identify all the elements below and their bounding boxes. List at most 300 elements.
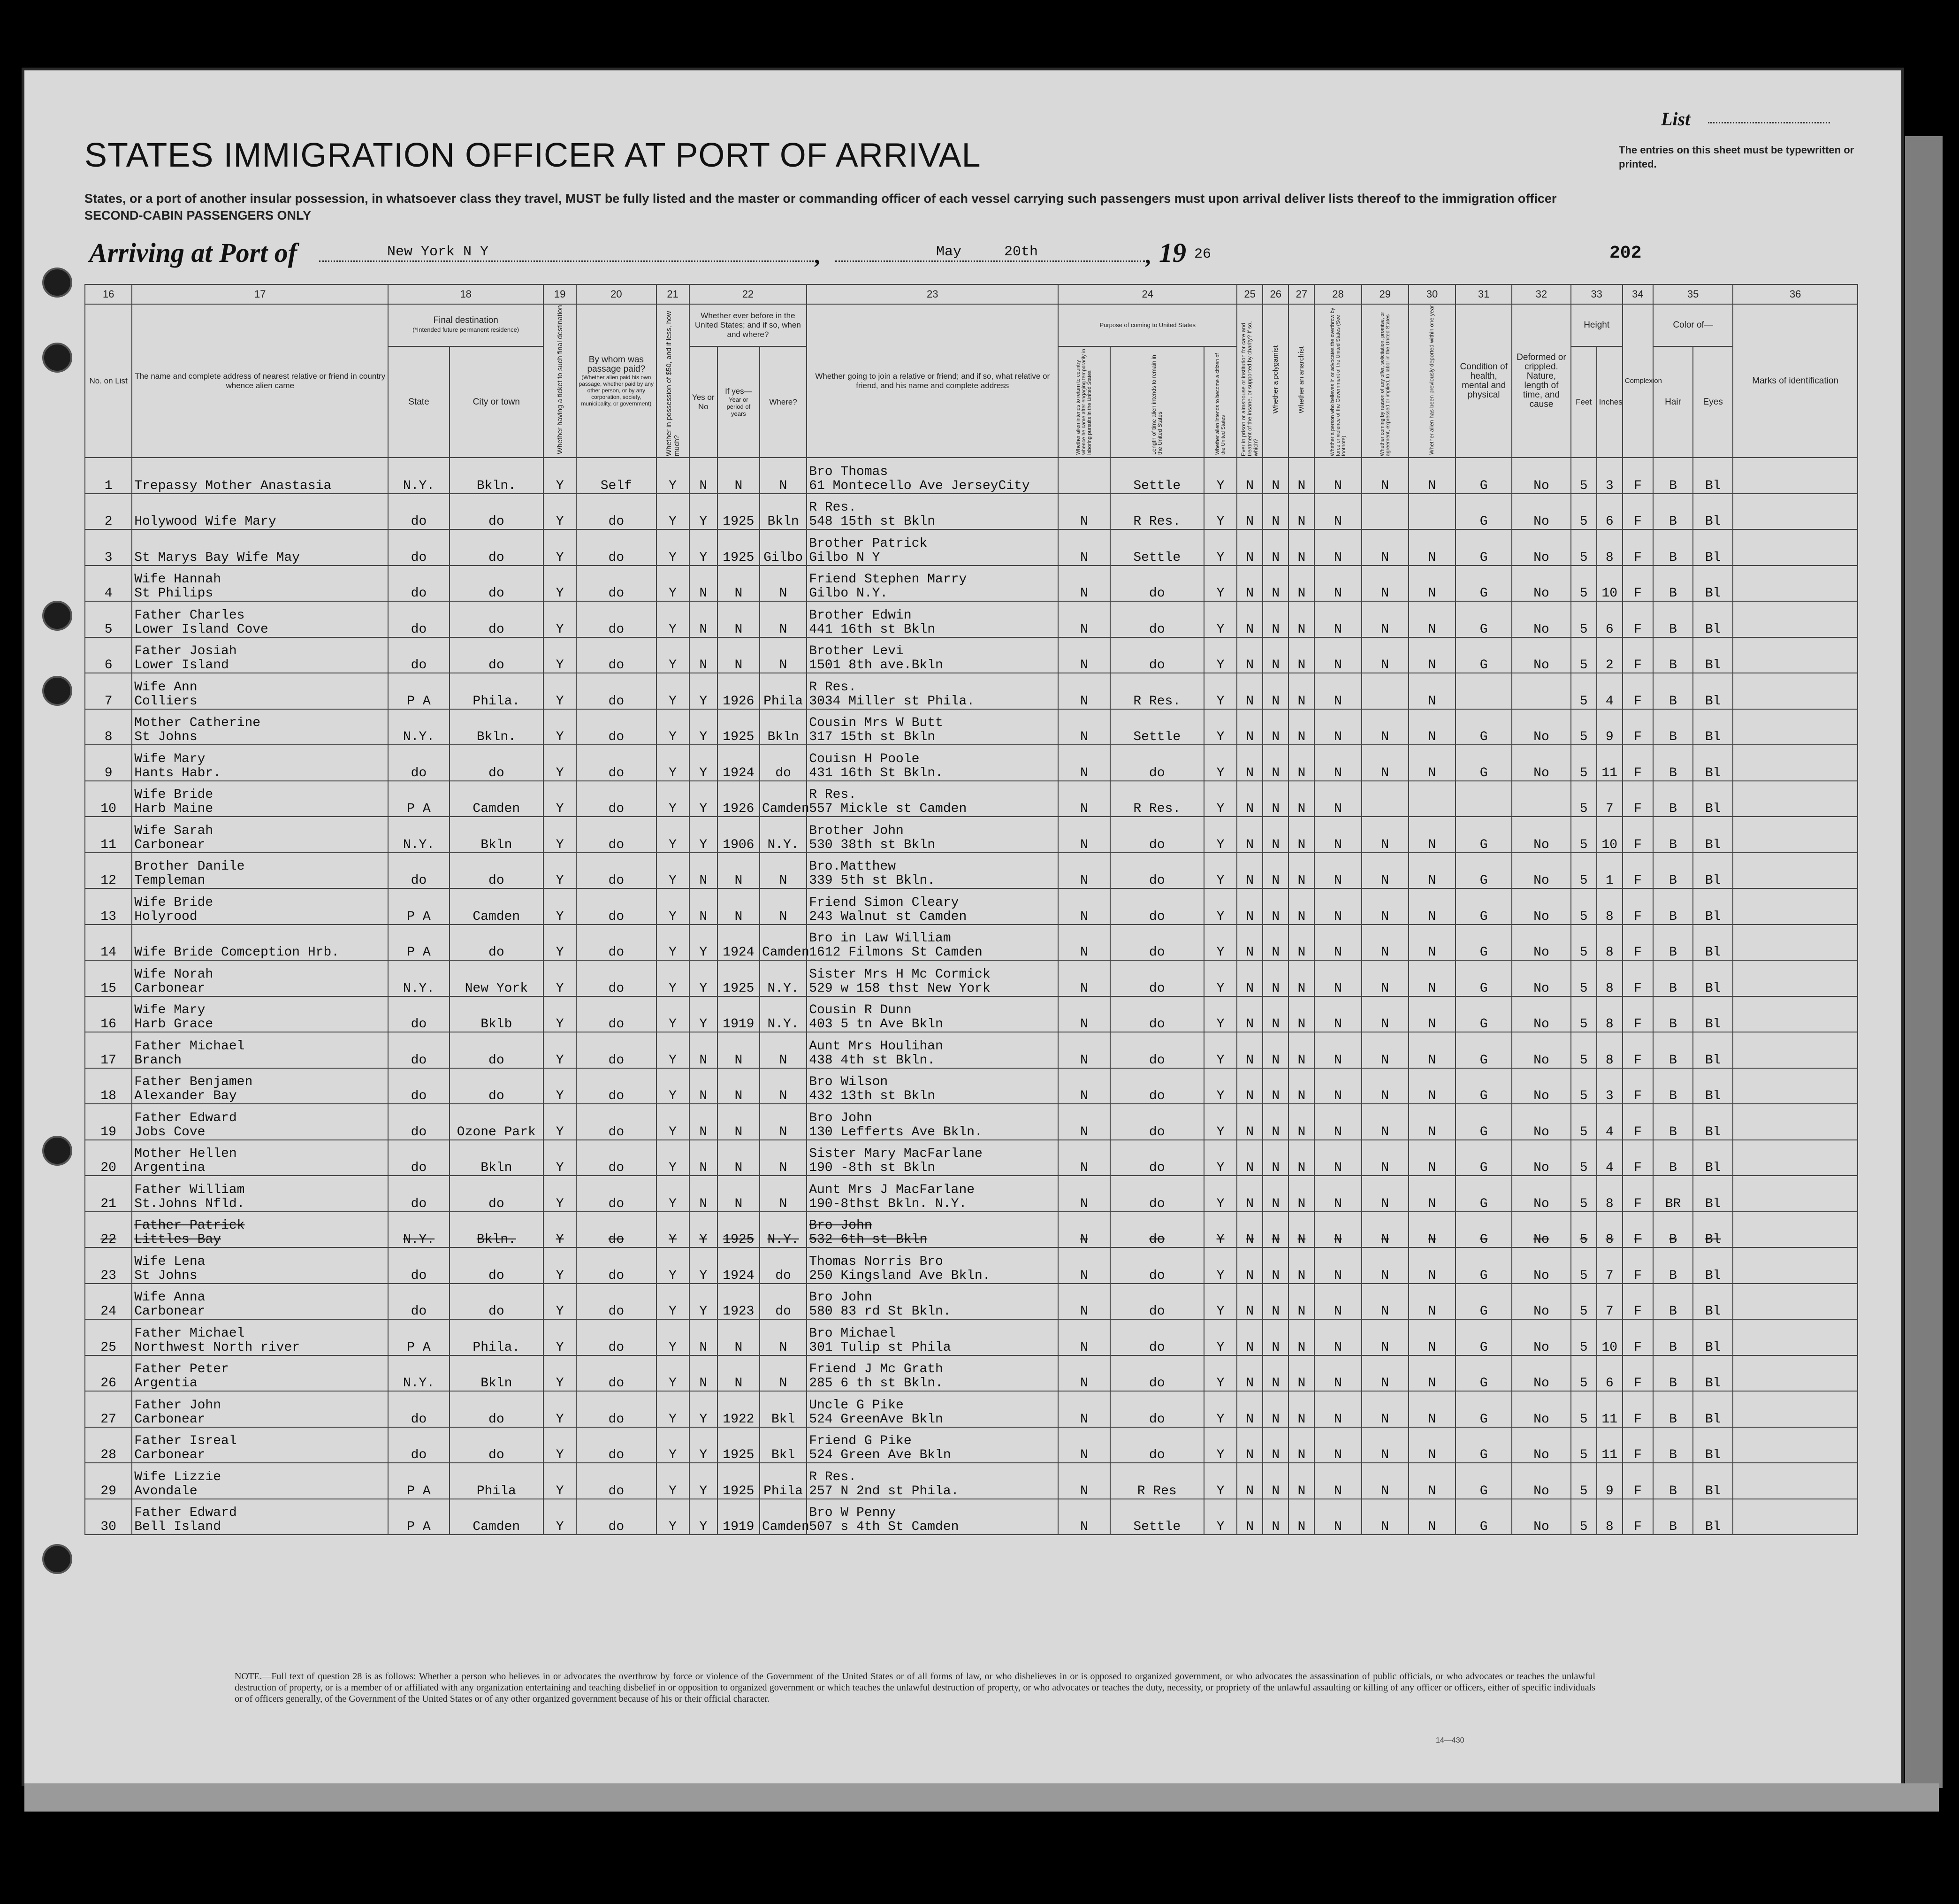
cell-eyes: Bl: [1693, 1319, 1733, 1355]
cell-d50: Y: [656, 1176, 689, 1212]
cell-pa: N: [1058, 960, 1110, 996]
cell-c26: N: [1263, 1463, 1288, 1499]
cell-c30: N: [1409, 529, 1456, 566]
cell-rel: [132, 925, 388, 961]
cell-paid: do: [576, 925, 656, 961]
cell-pb: do: [1110, 925, 1204, 961]
cell-c30: N: [1409, 1032, 1456, 1068]
header-polygamist: [1263, 304, 1288, 458]
cell-d50: Y: [656, 960, 689, 996]
join-line-2: 530 38th st Bkln: [809, 837, 936, 852]
cell-pc: Y: [1204, 1427, 1237, 1463]
rel-line-1: Mother Hellen: [134, 1147, 237, 1161]
cell-join: [807, 996, 1058, 1032]
cell-yr: 1923: [717, 1284, 760, 1320]
cell-c32: No: [1512, 960, 1570, 996]
cell-hair: B: [1653, 1140, 1693, 1176]
cell-pa: N: [1058, 1247, 1110, 1284]
cell-no: 19: [85, 1104, 132, 1140]
cell-rel: [132, 601, 388, 637]
cell-pb: R Res: [1110, 1463, 1204, 1499]
cell-pa: N: [1058, 1212, 1110, 1248]
cell-cplx: F: [1623, 1140, 1653, 1176]
cell-marks: [1733, 1463, 1858, 1499]
cell-hair: B: [1653, 1463, 1693, 1499]
cell-marks: [1733, 1427, 1858, 1463]
cell-city: do: [450, 745, 543, 781]
cell-c30: N: [1409, 673, 1456, 709]
cell-c25: N: [1237, 1499, 1263, 1535]
join-line-2: Gilbo N.Y.: [809, 586, 888, 601]
cell-c27: N: [1288, 817, 1314, 853]
cell-paid: do: [576, 1247, 656, 1284]
col-number: 25: [1237, 284, 1263, 304]
cell-pc: Y: [1204, 673, 1237, 709]
cell-rel: [132, 1355, 388, 1392]
cell-marks: [1733, 494, 1858, 530]
cell-inch: 8: [1597, 1212, 1623, 1248]
cell-ft: 5: [1571, 817, 1597, 853]
cell-marks: [1733, 709, 1858, 745]
cell-pb: do: [1110, 1427, 1204, 1463]
cell-c26: N: [1263, 1499, 1288, 1535]
cell-d50: Y: [656, 888, 689, 925]
cell-d50: Y: [656, 1355, 689, 1392]
cell-hair: B: [1653, 709, 1693, 745]
cell-inch: 9: [1597, 1463, 1623, 1499]
header-contract-labor: [1362, 304, 1409, 458]
cell-rel: [132, 1499, 388, 1535]
cell-c25: N: [1237, 1355, 1263, 1392]
cell-join: [807, 1391, 1058, 1427]
cell-d50: Y: [656, 1032, 689, 1068]
rel-line-2: St.Johns Nfld.: [134, 1196, 245, 1211]
table-row: [85, 1391, 1858, 1427]
cell-yr: N: [717, 637, 760, 673]
cell-marks: [1733, 1140, 1858, 1176]
cell-join: [807, 1212, 1058, 1248]
cell-pa: [1058, 458, 1110, 494]
cell-ft: 5: [1571, 1247, 1597, 1284]
cell-ticket: Y: [543, 1032, 576, 1068]
cell-c26: N: [1263, 566, 1288, 602]
join-line-1: Brother Levi: [809, 644, 904, 658]
page-number: 202: [1609, 243, 1642, 263]
header-complexion: Complexion: [1623, 304, 1653, 458]
cell-yr: 1925: [717, 1212, 760, 1248]
cell-c31: G: [1456, 494, 1512, 530]
cell-c25: N: [1237, 996, 1263, 1032]
cell-c28: N: [1314, 1391, 1361, 1427]
possession-50-label: Whether in possession of $50, and if less, how much?: [664, 311, 681, 456]
cell-c28: N: [1314, 1355, 1361, 1392]
rel-line-1: Father Michael: [134, 1039, 245, 1054]
cell-c27: N: [1288, 745, 1314, 781]
cell-c28: N: [1314, 601, 1361, 637]
cell-join: [807, 494, 1058, 530]
cell-c30: N: [1409, 817, 1456, 853]
cell-paid: do: [576, 888, 656, 925]
cell-cplx: F: [1623, 888, 1653, 925]
cell-join: [807, 960, 1058, 996]
cell-ft: 5: [1571, 1284, 1597, 1320]
cell-ticket: Y: [543, 1284, 576, 1320]
cell-before: N: [689, 1176, 717, 1212]
cell-where: N: [760, 458, 807, 494]
cell-join: [807, 1463, 1058, 1499]
header-inches: Inches: [1597, 346, 1623, 458]
binder-hole: [42, 676, 72, 706]
rel-line-2: Carbonear: [134, 1448, 206, 1462]
cell-join: [807, 458, 1058, 494]
header-possession-50: [656, 304, 689, 458]
cell-c28: N: [1314, 996, 1361, 1032]
port-line: [319, 260, 816, 262]
header-deformed: Deformed or crippled. Nature, length of time, and cause: [1512, 304, 1570, 458]
cell-where: N.Y.: [760, 1212, 807, 1248]
cell-eyes: Bl: [1693, 1068, 1733, 1104]
rel-line-1: Wife Ann: [134, 680, 198, 695]
cell-yr: 1925: [717, 709, 760, 745]
cell-c26: N: [1263, 1104, 1288, 1140]
cell-pc: Y: [1204, 781, 1237, 817]
join-line-2: 339 5th st Bkln.: [809, 873, 936, 888]
header-state: State: [388, 346, 449, 458]
cell-cplx: F: [1623, 458, 1653, 494]
cell-c32: No: [1512, 1499, 1570, 1535]
cell-hair: B: [1653, 458, 1693, 494]
rel-line-2: Colliers: [134, 694, 198, 709]
month-value: May: [936, 244, 962, 260]
table-row: [85, 1032, 1858, 1068]
cell-where: Phila: [760, 673, 807, 709]
cell-pc: Y: [1204, 1032, 1237, 1068]
table-row: [85, 1284, 1858, 1320]
rel-line-1: Mother Catherine: [134, 716, 261, 730]
header-final-destination: [388, 304, 543, 346]
cell-join: [807, 1140, 1058, 1176]
cell-d50: Y: [656, 1499, 689, 1535]
join-line-1: Thomas Norris Bro: [809, 1254, 943, 1269]
join-line-1: Friend J Mc Grath: [809, 1362, 943, 1376]
header-year-period: [717, 346, 760, 458]
cell-ticket: Y: [543, 709, 576, 745]
cell-pb: do: [1110, 637, 1204, 673]
form-subtitle: [84, 190, 1586, 224]
cell-where: N: [760, 566, 807, 602]
cell-city: Camden: [450, 888, 543, 925]
rel-line-2: Littles Bay: [134, 1232, 221, 1247]
cell-before: Y: [689, 494, 717, 530]
join-line-1: Bro W Penny: [809, 1506, 896, 1520]
cell-rel: [132, 853, 388, 889]
cell-ticket: Y: [543, 817, 576, 853]
cell-c25: N: [1237, 1247, 1263, 1284]
cell-marks: [1733, 1032, 1858, 1068]
cell-c32: No: [1512, 1427, 1570, 1463]
table-row: [85, 637, 1858, 673]
cell-cplx: F: [1623, 817, 1653, 853]
prison-label: Ever in prison or almshouse or institution for care and treatment of the insane, or supported by charity? If so, which?: [1240, 321, 1259, 456]
cell-ft: 5: [1571, 1104, 1597, 1140]
cell-eyes: Bl: [1693, 637, 1733, 673]
cell-ft: 5: [1571, 1176, 1597, 1212]
cell-cplx: F: [1623, 1391, 1653, 1427]
column-number-row: [85, 284, 1858, 304]
cell-inch: 8: [1597, 996, 1623, 1032]
rel-line-2: Templeman: [134, 873, 206, 888]
cell-marks: [1733, 566, 1858, 602]
cell-pa: N: [1058, 745, 1110, 781]
cell-hair: B: [1653, 637, 1693, 673]
cell-c26: N: [1263, 1391, 1288, 1427]
cell-state: do: [388, 1247, 449, 1284]
cell-paid: do: [576, 1212, 656, 1248]
cell-paid: do: [576, 1427, 656, 1463]
cell-join: [807, 888, 1058, 925]
cell-ft: 5: [1571, 529, 1597, 566]
cell-yr: 1919: [717, 996, 760, 1032]
cell-c28: N: [1314, 1032, 1361, 1068]
cell-cplx: F: [1623, 601, 1653, 637]
cell-c27: N: [1288, 673, 1314, 709]
cell-eyes: Bl: [1693, 494, 1733, 530]
cell-c32: No: [1512, 1463, 1570, 1499]
cell-city: Bkln.: [450, 1212, 543, 1248]
list-label: List: [1661, 108, 1691, 130]
cell-city: do: [450, 529, 543, 566]
cell-c29: N: [1362, 458, 1409, 494]
cell-cplx: F: [1623, 566, 1653, 602]
col-number: 27: [1288, 284, 1314, 304]
cell-state: do: [388, 996, 449, 1032]
table-row: [85, 458, 1858, 494]
cell-d50: Y: [656, 566, 689, 602]
passage-paid-note: (Whether alien paid his own passage, whether paid by any other person, or by any corporation, society, municipality, or government): [579, 374, 654, 407]
cell-yr: N: [717, 1140, 760, 1176]
cell-cplx: F: [1623, 673, 1653, 709]
cell-no: 12: [85, 853, 132, 889]
comma: ,: [1145, 242, 1151, 268]
cell-where: Camden: [760, 1499, 807, 1535]
cell-ft: 5: [1571, 566, 1597, 602]
cell-pb: Settle: [1110, 529, 1204, 566]
table-row: [85, 960, 1858, 996]
cell-where: N: [760, 888, 807, 925]
table-row: [85, 817, 1858, 853]
cell-c32: No: [1512, 1319, 1570, 1355]
table-row: [85, 1212, 1858, 1248]
cell-d50: Y: [656, 925, 689, 961]
cell-c32: No: [1512, 745, 1570, 781]
header-overthrow: [1314, 304, 1361, 458]
cell-c30: N: [1409, 637, 1456, 673]
cell-c29: N: [1362, 1319, 1409, 1355]
cell-yr: 1919: [717, 1499, 760, 1535]
cell-inch: 8: [1597, 1032, 1623, 1068]
cell-hair: B: [1653, 1284, 1693, 1320]
cell-c29: [1362, 673, 1409, 709]
cell-c32: No: [1512, 888, 1570, 925]
cell-marks: [1733, 888, 1858, 925]
join-line-2: 317 15th st Bkln: [809, 730, 936, 744]
cell-pb: do: [1110, 1319, 1204, 1355]
day-value: 20th: [1004, 244, 1038, 260]
cell-c29: N: [1362, 566, 1409, 602]
cell-yr: 1926: [717, 781, 760, 817]
cell-cplx: F: [1623, 1319, 1653, 1355]
join-line-1: Bro John: [809, 1290, 872, 1305]
cell-c27: N: [1288, 996, 1314, 1032]
cell-c27: N: [1288, 566, 1314, 602]
cell-c30: [1409, 781, 1456, 817]
rel-line-2: Branch: [134, 1053, 182, 1068]
cell-join: [807, 1427, 1058, 1463]
join-line-1: Friend G Pike: [809, 1434, 912, 1448]
cell-c31: G: [1456, 1176, 1512, 1212]
cell-eyes: Bl: [1693, 1212, 1733, 1248]
cell-inch: 7: [1597, 1247, 1623, 1284]
join-line-2: 524 Green Ave Bkln: [809, 1448, 951, 1462]
cell-ft: 5: [1571, 1032, 1597, 1068]
cell-ticket: Y: [543, 1140, 576, 1176]
cell-state: N.Y.: [388, 458, 449, 494]
cell-hair: B: [1653, 1247, 1693, 1284]
table-row: [85, 1104, 1858, 1140]
cell-c25: N: [1237, 925, 1263, 961]
cell-c26: N: [1263, 494, 1288, 530]
cell-c29: N: [1362, 1176, 1409, 1212]
cell-pc: Y: [1204, 853, 1237, 889]
cell-hair: B: [1653, 996, 1693, 1032]
cell-inch: 1: [1597, 853, 1623, 889]
cell-where: do: [760, 745, 807, 781]
cell-c32: No: [1512, 637, 1570, 673]
cell-state: do: [388, 637, 449, 673]
cell-city: Bkln: [450, 1355, 543, 1392]
join-line-2: 580 83 rd St Bkln.: [809, 1304, 951, 1319]
join-line-1: R Res.: [809, 1469, 857, 1484]
cell-c25: N: [1237, 673, 1263, 709]
header-prison: [1237, 304, 1263, 458]
cell-state: P A: [388, 673, 449, 709]
cell-c26: N: [1263, 1284, 1288, 1320]
cell-before: N: [689, 1355, 717, 1392]
cell-no: 21: [85, 1176, 132, 1212]
cell-c26: N: [1263, 781, 1288, 817]
cell-ticket: Y: [543, 1176, 576, 1212]
cell-join: [807, 1176, 1058, 1212]
cell-c25: N: [1237, 709, 1263, 745]
cell-pa: N: [1058, 529, 1110, 566]
join-line-2: 250 Kingsland Ave Bkln.: [809, 1268, 991, 1283]
page-edge-bottom: [24, 1783, 1939, 1812]
cell-yr: N: [717, 1176, 760, 1212]
cell-no: 16: [85, 996, 132, 1032]
cell-before: N: [689, 1104, 717, 1140]
cell-rel: [132, 1319, 388, 1355]
cell-where: Camden: [760, 925, 807, 961]
cell-before: N: [689, 888, 717, 925]
cell-eyes: Bl: [1693, 566, 1733, 602]
cell-pc: Y: [1204, 601, 1237, 637]
cell-city: Bkln: [450, 817, 543, 853]
cell-c30: N: [1409, 458, 1456, 494]
cell-c29: N: [1362, 745, 1409, 781]
table-row: [85, 1176, 1858, 1212]
rel-line-1: Father Michael: [134, 1326, 245, 1341]
cell-ticket: Y: [543, 1104, 576, 1140]
cell-c27: N: [1288, 1104, 1314, 1140]
cell-c26: N: [1263, 853, 1288, 889]
cell-eyes: Bl: [1693, 1427, 1733, 1463]
cell-ticket: Y: [543, 458, 576, 494]
cell-pa: N: [1058, 673, 1110, 709]
cell-ticket: Y: [543, 745, 576, 781]
comma: ,: [814, 242, 820, 268]
cell-pa: N: [1058, 601, 1110, 637]
cell-paid: do: [576, 494, 656, 530]
cell-ft: 5: [1571, 1355, 1597, 1392]
cell-pc: Y: [1204, 1391, 1237, 1427]
join-line-1: Bro in Law William: [809, 931, 951, 946]
cell-ticket: Y: [543, 996, 576, 1032]
cell-d50: Y: [656, 1212, 689, 1248]
cell-state: N.Y.: [388, 1212, 449, 1248]
cell-before: N: [689, 601, 717, 637]
header-height: Height: [1571, 304, 1623, 346]
cell-c29: N: [1362, 817, 1409, 853]
cell-hair: B: [1653, 1499, 1693, 1535]
year-period-label: Year or period of years: [726, 396, 751, 417]
cell-c28: N: [1314, 1499, 1361, 1535]
cell-c27: N: [1288, 888, 1314, 925]
cell-join: [807, 1355, 1058, 1392]
table-row: [85, 709, 1858, 745]
join-line-1: Cousin Mrs W Butt: [809, 716, 943, 730]
rel-line-2: St Johns: [134, 730, 198, 744]
cell-city: do: [450, 1391, 543, 1427]
cell-c30: N: [1409, 1140, 1456, 1176]
cell-join: [807, 1284, 1058, 1320]
cell-pb: do: [1110, 1212, 1204, 1248]
cell-c28: N: [1314, 673, 1361, 709]
cell-eyes: Bl: [1693, 601, 1733, 637]
cell-c32: No: [1512, 1068, 1570, 1104]
join-line-2: 507 s 4th St Camden: [809, 1520, 959, 1534]
cell-c26: N: [1263, 888, 1288, 925]
table-row: [85, 1319, 1858, 1355]
cell-hair: B: [1653, 817, 1693, 853]
cell-state: P A: [388, 1499, 449, 1535]
cell-marks: [1733, 529, 1858, 566]
join-line-2: 190 -8th st Bkln: [809, 1161, 936, 1175]
cell-pc: Y: [1204, 960, 1237, 996]
cell-pc: Y: [1204, 1140, 1237, 1176]
cell-pc: Y: [1204, 1247, 1237, 1284]
join-line-1: Bro Michael: [809, 1326, 896, 1341]
cell-no: 15: [85, 960, 132, 996]
cell-c28: N: [1314, 1140, 1361, 1176]
cell-d50: Y: [656, 529, 689, 566]
cell-c28: N: [1314, 960, 1361, 996]
cell-pc: Y: [1204, 1104, 1237, 1140]
cell-where: Gilbo: [760, 529, 807, 566]
rel-line-1: Father Benjamen: [134, 1075, 253, 1089]
cell-c29: N: [1362, 1391, 1409, 1427]
rel-line-1: Wife Lena: [134, 1254, 206, 1269]
cell-rel: [132, 1032, 388, 1068]
